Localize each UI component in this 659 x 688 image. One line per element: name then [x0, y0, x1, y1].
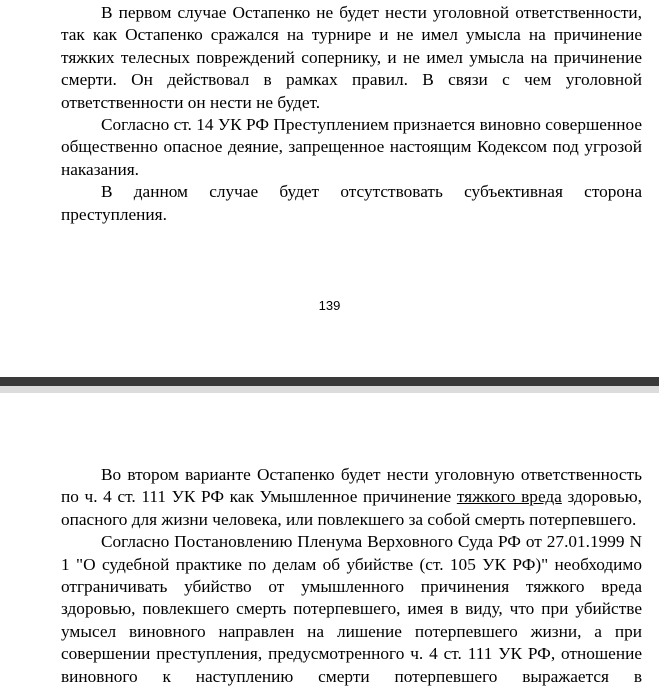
text-line: преступления. [61, 204, 167, 224]
text-line: Согласно ст. 14 УК РФ Преступлением признается виновно совершенное [101, 115, 642, 135]
text-line: наказания. [61, 159, 139, 179]
paragraph-article-14 [21, 114, 642, 181]
text-line: Согласно Постановлению Пленума Верховного Суда РФ от 27.01.1999 N [101, 532, 642, 552]
page-bottom-text [21, 464, 642, 688]
text-line: виновного к наступлению смерти потерпевшего выражается в [61, 666, 642, 686]
text-line: тяжких телесных повреждений сопернику, и не имел умысла на причинение [61, 47, 642, 67]
grievous-harm-link[interactable]: тяжкого вреда [456, 487, 562, 507]
text-line: здоровью, повлекшего смерть потерпевшего, имея в виду, что при убийстве [61, 599, 642, 619]
text-line: смерти. Он действовал в рамках правил. В связи с чем уголовной [61, 70, 642, 90]
paragraph-second-variant [21, 464, 642, 531]
text-line: 1 "О судебной практике по делам об убийстве (ст. 105 УК РФ)" необходимо [61, 554, 642, 574]
page-separator [0, 377, 659, 393]
paragraph-subjective-side [21, 181, 642, 226]
text-line [21, 486, 642, 508]
text-line: умысел виновного направлен на лишение потерпевшего жизни, а при [61, 621, 642, 641]
page-separator-shadow [0, 377, 659, 386]
text-line: Во втором варианте Остапенко будет нести уголовную ответственность [101, 465, 642, 484]
text-line: общественно опасное деяние, запрещенное настоящим Кодексом под угрозой [61, 137, 642, 157]
text-line: так как Остапенко сражался на турнире и не имел умысла на причинение [61, 25, 642, 45]
document-page-bottom [0, 393, 659, 685]
page-top-text [21, 2, 642, 226]
text-segment: по ч. 4 ст. 111 УК РФ как Умышленное причинение [61, 487, 457, 507]
paragraph-no-liability [21, 2, 642, 114]
paragraph-plenum-resolution [21, 531, 642, 688]
text-line: В данном случае будет отсутствовать субъективная сторона [101, 182, 642, 202]
text-line: В первом случае Остапенко не будет нести уголовной ответственности, [101, 3, 642, 22]
text-line: опасного для жизни человека, или повлекшего за собой смерть потерпевшего. [61, 509, 637, 529]
text-line: ответственности он нести не будет. [61, 92, 321, 112]
page-number: 139 [318, 298, 341, 313]
text-line: совершении преступления, предусмотренного ч. 4 ст. 111 УК РФ, отношение [61, 644, 642, 664]
text-segment: здоровью, [561, 487, 643, 507]
text-line: отграничивать убийство от умышленного причинения тяжкого вреда [61, 577, 642, 597]
